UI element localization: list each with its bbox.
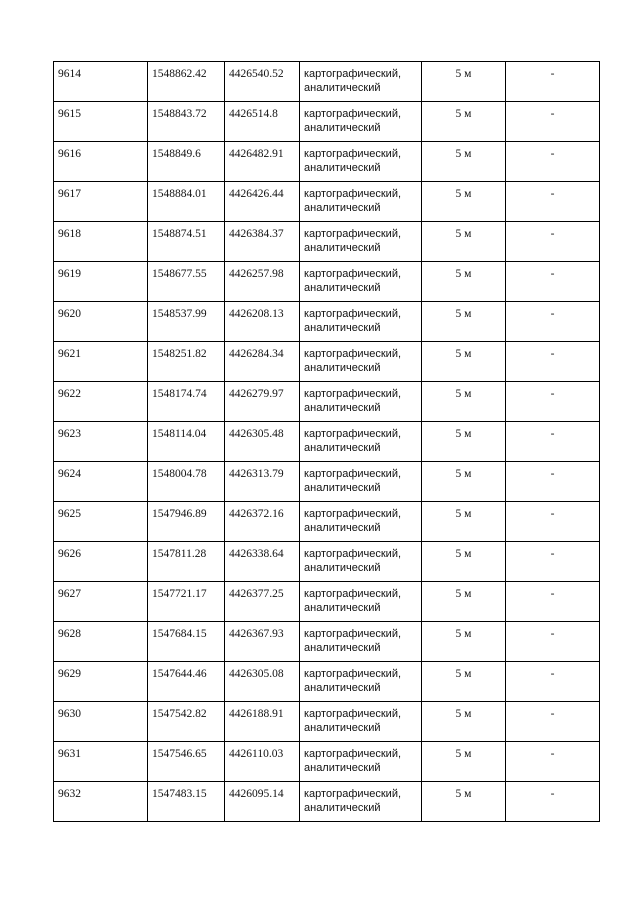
x-coordinate-cell — [148, 462, 225, 502]
precision-cell — [422, 782, 506, 822]
table-row — [54, 222, 600, 262]
table-row — [54, 62, 600, 102]
table-row — [54, 782, 600, 822]
y-coordinate-cell-text: 4426338.64 — [229, 548, 284, 560]
note-cell — [506, 422, 600, 462]
table-row — [54, 662, 600, 702]
y-coordinate-cell-text: 4426305.48 — [229, 428, 284, 440]
method-cell-text: картографический, аналитический — [304, 268, 402, 294]
point-number-cell-text: 9624 — [58, 468, 81, 480]
method-cell-text: картографический, аналитический — [304, 68, 402, 94]
x-coordinate-cell — [148, 382, 225, 422]
table-row — [54, 102, 600, 142]
point-number-cell-text: 9631 — [58, 748, 81, 760]
precision-cell-text: 5 м — [455, 348, 472, 360]
note-cell — [506, 702, 600, 742]
x-coordinate-cell-text: 1548874.51 — [152, 228, 207, 240]
x-coordinate-cell-text: 1547811.28 — [152, 548, 207, 560]
x-coordinate-cell — [148, 702, 225, 742]
point-number-cell-text: 9621 — [58, 348, 81, 360]
note-cell-text: - — [550, 628, 555, 640]
point-number-cell — [54, 142, 148, 182]
table-row — [54, 462, 600, 502]
y-coordinate-cell-text: 4426110.03 — [229, 748, 284, 760]
point-number-cell — [54, 662, 148, 702]
note-cell — [506, 302, 600, 342]
method-cell-text: картографический, аналитический — [304, 628, 402, 654]
point-number-cell-text: 9615 — [58, 108, 81, 120]
x-coordinate-cell-text: 1548862.42 — [152, 68, 207, 80]
table-row — [54, 622, 600, 662]
table-row — [54, 262, 600, 302]
precision-cell — [422, 222, 506, 262]
method-cell-text: картографический, аналитический — [304, 748, 402, 774]
point-number-cell-text: 9622 — [58, 388, 81, 400]
x-coordinate-cell — [148, 662, 225, 702]
y-coordinate-cell-text: 4426313.79 — [229, 468, 284, 480]
point-number-cell — [54, 342, 148, 382]
method-cell — [300, 422, 422, 462]
x-coordinate-cell — [148, 222, 225, 262]
method-cell — [300, 222, 422, 262]
table-row — [54, 502, 600, 542]
precision-cell-text: 5 м — [455, 148, 472, 160]
precision-cell-text: 5 м — [455, 268, 472, 280]
note-cell — [506, 102, 600, 142]
precision-cell — [422, 302, 506, 342]
note-cell-text: - — [550, 308, 555, 320]
method-cell — [300, 102, 422, 142]
precision-cell-text: 5 м — [455, 508, 472, 520]
precision-cell — [422, 622, 506, 662]
point-number-cell — [54, 462, 148, 502]
table-row — [54, 702, 600, 742]
note-cell — [506, 182, 600, 222]
y-coordinate-cell — [225, 622, 300, 662]
x-coordinate-cell — [148, 342, 225, 382]
point-number-cell — [54, 102, 148, 142]
point-number-cell — [54, 262, 148, 302]
y-coordinate-cell — [225, 382, 300, 422]
precision-cell-text: 5 м — [455, 588, 472, 600]
method-cell-text: картографический, аналитический — [304, 228, 402, 254]
precision-cell — [422, 502, 506, 542]
y-coordinate-cell — [225, 542, 300, 582]
precision-cell — [422, 702, 506, 742]
point-number-cell-text: 9626 — [58, 548, 81, 560]
x-coordinate-cell-text: 1547483.15 — [152, 788, 207, 800]
note-cell — [506, 742, 600, 782]
point-number-cell — [54, 582, 148, 622]
point-number-cell — [54, 622, 148, 662]
y-coordinate-cell — [225, 262, 300, 302]
note-cell — [506, 582, 600, 622]
precision-cell — [422, 462, 506, 502]
precision-cell-text: 5 м — [455, 308, 472, 320]
precision-cell — [422, 542, 506, 582]
precision-cell — [422, 142, 506, 182]
note-cell — [506, 662, 600, 702]
table-row — [54, 742, 600, 782]
method-cell — [300, 382, 422, 422]
x-coordinate-cell-text: 1548843.72 — [152, 108, 207, 120]
precision-cell-text: 5 м — [455, 188, 472, 200]
point-number-cell-text: 9619 — [58, 268, 81, 280]
y-coordinate-cell-text: 4426540.52 — [229, 68, 284, 80]
y-coordinate-cell — [225, 742, 300, 782]
table-row — [54, 382, 600, 422]
x-coordinate-cell — [148, 422, 225, 462]
y-coordinate-cell — [225, 182, 300, 222]
y-coordinate-cell-text: 4426257.98 — [229, 268, 284, 280]
x-coordinate-cell — [148, 142, 225, 182]
note-cell-text: - — [550, 188, 555, 200]
y-coordinate-cell-text: 4426208.13 — [229, 308, 284, 320]
x-coordinate-cell-text: 1547721.17 — [152, 588, 207, 600]
y-coordinate-cell-text: 4426372.16 — [229, 508, 284, 520]
point-number-cell — [54, 62, 148, 102]
point-number-cell-text: 9614 — [58, 68, 81, 80]
note-cell — [506, 342, 600, 382]
precision-cell — [422, 182, 506, 222]
y-coordinate-cell-text: 4426367.93 — [229, 628, 284, 640]
method-cell — [300, 782, 422, 822]
point-number-cell — [54, 222, 148, 262]
x-coordinate-cell — [148, 302, 225, 342]
note-cell — [506, 142, 600, 182]
method-cell — [300, 582, 422, 622]
x-coordinate-cell — [148, 582, 225, 622]
precision-cell-text: 5 м — [455, 108, 472, 120]
x-coordinate-cell — [148, 62, 225, 102]
y-coordinate-cell-text: 4426426.44 — [229, 188, 284, 200]
point-number-cell-text: 9625 — [58, 508, 81, 520]
y-coordinate-cell — [225, 62, 300, 102]
method-cell — [300, 142, 422, 182]
method-cell-text: картографический, аналитический — [304, 708, 402, 734]
precision-cell-text: 5 м — [455, 668, 472, 680]
point-number-cell-text: 9630 — [58, 708, 81, 720]
note-cell — [506, 622, 600, 662]
precision-cell-text: 5 м — [455, 428, 472, 440]
method-cell-text: картографический, аналитический — [304, 308, 402, 334]
point-number-cell-text: 9618 — [58, 228, 81, 240]
y-coordinate-cell-text: 4426384.37 — [229, 228, 284, 240]
x-coordinate-cell — [148, 502, 225, 542]
table-row — [54, 422, 600, 462]
precision-cell-text: 5 м — [455, 548, 472, 560]
note-cell-text: - — [550, 388, 555, 400]
coordinates-table-body — [54, 62, 600, 822]
y-coordinate-cell — [225, 702, 300, 742]
y-coordinate-cell-text: 4426482.91 — [229, 148, 284, 160]
x-coordinate-cell-text: 1547684.15 — [152, 628, 207, 640]
note-cell-text: - — [550, 68, 555, 80]
precision-cell-text: 5 м — [455, 628, 472, 640]
precision-cell — [422, 342, 506, 382]
point-number-cell — [54, 702, 148, 742]
note-cell — [506, 782, 600, 822]
y-coordinate-cell — [225, 222, 300, 262]
method-cell-text: картографический, аналитический — [304, 508, 402, 534]
method-cell — [300, 182, 422, 222]
method-cell — [300, 62, 422, 102]
point-number-cell — [54, 502, 148, 542]
x-coordinate-cell-text: 1547546.65 — [152, 748, 207, 760]
point-number-cell — [54, 742, 148, 782]
point-number-cell — [54, 182, 148, 222]
method-cell-text: картографический, аналитический — [304, 468, 402, 494]
y-coordinate-cell-text: 4426305.08 — [229, 668, 284, 680]
precision-cell — [422, 262, 506, 302]
precision-cell-text: 5 м — [455, 68, 472, 80]
note-cell-text: - — [550, 228, 555, 240]
note-cell — [506, 462, 600, 502]
y-coordinate-cell-text: 4426284.34 — [229, 348, 284, 360]
point-number-cell-text: 9616 — [58, 148, 81, 160]
table-row — [54, 542, 600, 582]
x-coordinate-cell — [148, 542, 225, 582]
precision-cell — [422, 742, 506, 782]
precision-cell-text: 5 м — [455, 748, 472, 760]
x-coordinate-cell-text: 1548004.78 — [152, 468, 207, 480]
y-coordinate-cell — [225, 102, 300, 142]
table-row — [54, 342, 600, 382]
y-coordinate-cell — [225, 142, 300, 182]
method-cell — [300, 622, 422, 662]
note-cell-text: - — [550, 268, 555, 280]
precision-cell — [422, 662, 506, 702]
precision-cell-text: 5 м — [455, 388, 472, 400]
point-number-cell — [54, 422, 148, 462]
y-coordinate-cell — [225, 662, 300, 702]
method-cell — [300, 662, 422, 702]
precision-cell — [422, 422, 506, 462]
note-cell-text: - — [550, 788, 555, 800]
precision-cell — [422, 382, 506, 422]
method-cell — [300, 342, 422, 382]
note-cell-text: - — [550, 108, 555, 120]
coordinates-table — [53, 61, 600, 822]
precision-cell — [422, 102, 506, 142]
table-row — [54, 142, 600, 182]
y-coordinate-cell — [225, 422, 300, 462]
x-coordinate-cell — [148, 182, 225, 222]
x-coordinate-cell — [148, 622, 225, 662]
note-cell — [506, 62, 600, 102]
x-coordinate-cell-text: 1548114.04 — [152, 428, 207, 440]
precision-cell-text: 5 м — [455, 228, 472, 240]
y-coordinate-cell-text: 4426377.25 — [229, 588, 284, 600]
method-cell-text: картографический, аналитический — [304, 668, 402, 694]
precision-cell-text: 5 м — [455, 788, 472, 800]
method-cell-text: картографический, аналитический — [304, 188, 402, 214]
x-coordinate-cell — [148, 262, 225, 302]
point-number-cell-text: 9627 — [58, 588, 81, 600]
method-cell-text: картографический, аналитический — [304, 348, 402, 374]
method-cell-text: картографический, аналитический — [304, 148, 402, 174]
note-cell — [506, 542, 600, 582]
method-cell — [300, 302, 422, 342]
x-coordinate-cell — [148, 742, 225, 782]
method-cell-text: картографический, аналитический — [304, 588, 402, 614]
point-number-cell-text: 9620 — [58, 308, 81, 320]
point-number-cell — [54, 542, 148, 582]
note-cell — [506, 222, 600, 262]
x-coordinate-cell-text: 1548174.74 — [152, 388, 207, 400]
note-cell — [506, 262, 600, 302]
x-coordinate-cell-text: 1548884.01 — [152, 188, 207, 200]
precision-cell-text: 5 м — [455, 708, 472, 720]
point-number-cell-text: 9632 — [58, 788, 81, 800]
point-number-cell — [54, 382, 148, 422]
y-coordinate-cell — [225, 302, 300, 342]
note-cell-text: - — [550, 148, 555, 160]
note-cell-text: - — [550, 708, 555, 720]
note-cell-text: - — [550, 508, 555, 520]
note-cell-text: - — [550, 348, 555, 360]
y-coordinate-cell — [225, 782, 300, 822]
point-number-cell — [54, 782, 148, 822]
y-coordinate-cell-text: 4426188.91 — [229, 708, 284, 720]
method-cell-text: картографический, аналитический — [304, 388, 402, 414]
point-number-cell-text: 9629 — [58, 668, 81, 680]
x-coordinate-cell — [148, 102, 225, 142]
y-coordinate-cell — [225, 582, 300, 622]
method-cell — [300, 742, 422, 782]
method-cell — [300, 502, 422, 542]
point-number-cell-text: 9628 — [58, 628, 81, 640]
x-coordinate-cell-text: 1547644.46 — [152, 668, 207, 680]
point-number-cell — [54, 302, 148, 342]
table-row — [54, 582, 600, 622]
table-row — [54, 182, 600, 222]
table-row — [54, 302, 600, 342]
x-coordinate-cell-text: 1548537.99 — [152, 308, 207, 320]
y-coordinate-cell — [225, 342, 300, 382]
x-coordinate-cell-text: 1547542.82 — [152, 708, 207, 720]
method-cell-text: картографический, аналитический — [304, 548, 402, 574]
x-coordinate-cell-text: 1548849.6 — [152, 148, 201, 160]
note-cell-text: - — [550, 548, 555, 560]
method-cell — [300, 702, 422, 742]
method-cell — [300, 262, 422, 302]
method-cell — [300, 542, 422, 582]
y-coordinate-cell-text: 4426095.14 — [229, 788, 284, 800]
method-cell-text: картографический, аналитический — [304, 108, 402, 134]
note-cell-text: - — [550, 428, 555, 440]
precision-cell — [422, 62, 506, 102]
y-coordinate-cell — [225, 462, 300, 502]
note-cell — [506, 502, 600, 542]
x-coordinate-cell-text: 1548251.82 — [152, 348, 207, 360]
y-coordinate-cell-text: 4426279.97 — [229, 388, 284, 400]
note-cell-text: - — [550, 748, 555, 760]
note-cell-text: - — [550, 588, 555, 600]
method-cell-text: картографический, аналитический — [304, 788, 402, 814]
y-coordinate-cell — [225, 502, 300, 542]
point-number-cell-text: 9623 — [58, 428, 81, 440]
note-cell-text: - — [550, 468, 555, 480]
precision-cell-text: 5 м — [455, 468, 472, 480]
y-coordinate-cell-text: 4426514.8 — [229, 108, 278, 120]
x-coordinate-cell-text: 1547946.89 — [152, 508, 207, 520]
precision-cell — [422, 582, 506, 622]
note-cell-text: - — [550, 668, 555, 680]
point-number-cell-text: 9617 — [58, 188, 81, 200]
x-coordinate-cell — [148, 782, 225, 822]
method-cell-text: картографический, аналитический — [304, 428, 402, 454]
note-cell — [506, 382, 600, 422]
x-coordinate-cell-text: 1548677.55 — [152, 268, 207, 280]
method-cell — [300, 462, 422, 502]
